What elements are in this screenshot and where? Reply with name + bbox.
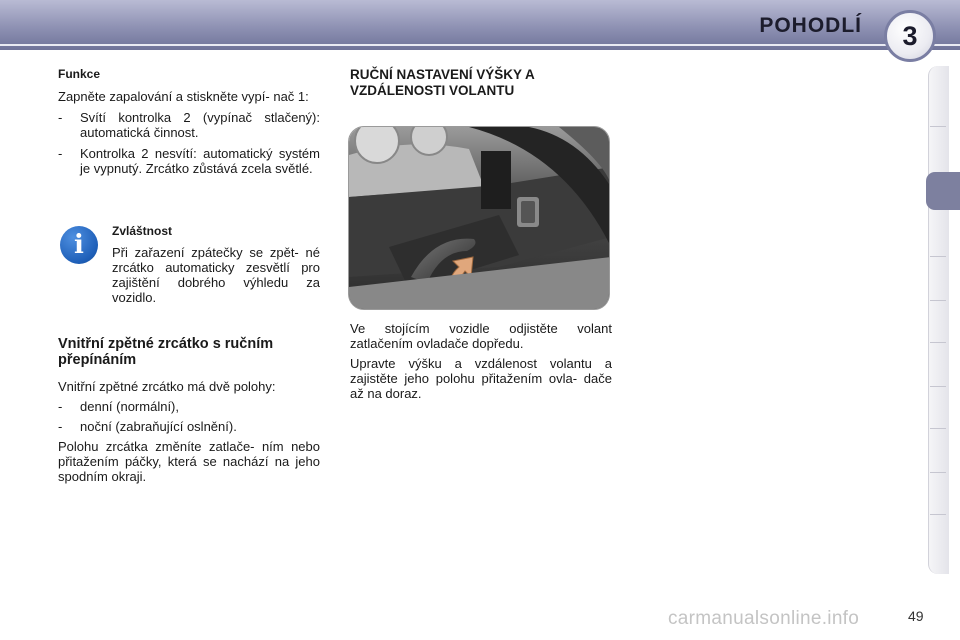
funkce-item: Svítí kontrolka 2 (vypínač stlačený): automatická činnost.	[80, 110, 320, 140]
mirror-item: noční (zabraňující oslnění).	[80, 419, 237, 434]
page-number: 49	[908, 608, 924, 624]
funkce-heading: Funkce	[58, 67, 101, 81]
active-chapter-tab[interactable]	[926, 172, 960, 210]
watermark: carmanualsonline.info	[668, 608, 860, 629]
steering-heading: RUČNÍ NASTAVENÍ VÝŠKY A VZDÁLENOSTI VOLANTU	[350, 67, 535, 98]
mirror-heading: Vnitřní zpětné zrcátko s ručním přepínáním	[58, 336, 274, 368]
mirror-item: denní (normální),	[80, 399, 179, 414]
list-item: - Kontrolka 2 nesvítí: automatický systém je vypnutý. Zrcátko zůstává zcela světlé.	[58, 146, 320, 176]
funkce-item: Kontrolka 2 nesvítí: automatický systém je vypnutý. Zrcátko zůstává zcela světlé.	[80, 146, 320, 176]
chapter-tabs-sidebar	[928, 66, 949, 574]
steering-para-1: Ve stojícím vozidle odjistěte volant zatlačením ovladače dopředu.	[350, 321, 612, 351]
page-header	[0, 0, 960, 50]
info-icon: i	[60, 226, 98, 264]
list-item: - denní (normální),	[58, 399, 320, 414]
note-section	[112, 224, 320, 305]
chapter-title: POHODLÍ	[759, 14, 862, 37]
steering-text	[350, 321, 612, 401]
note-text: Při zařazení zpátečky se zpět- né zrcátko automaticky zesvětlí pro zajištění dobrého výhledu za vozidlo.	[112, 245, 320, 305]
funkce-section	[58, 67, 320, 176]
steering-column-photo	[348, 126, 610, 310]
steering-heading-block	[350, 67, 612, 99]
sidebar-tick	[930, 428, 946, 429]
sidebar-tick	[930, 342, 946, 343]
chapter-number-badge: 3	[884, 10, 936, 62]
list-item: - noční (zabraňující oslnění).	[58, 419, 320, 434]
mirror-section	[58, 336, 320, 484]
sidebar-tick	[930, 256, 946, 257]
sidebar-tick	[930, 386, 946, 387]
mirror-text: Polohu zrcátka změníte zatlače- ním nebo přitažením páčky, která se nachází na jeho spodním okraji.	[58, 439, 320, 484]
sidebar-tick	[930, 300, 946, 301]
header-divider-line	[0, 44, 960, 46]
steering-para-2: Upravte výšku a vzdálenost volantu a zajistěte jeho polohu přitažením ovla- dače až na doraz.	[350, 356, 612, 401]
mirror-intro: Vnitřní zpětné zrcátko má dvě polohy:	[58, 379, 276, 394]
sidebar-tick	[930, 514, 946, 515]
sidebar-tick	[930, 126, 946, 127]
funkce-intro: Zapněte zapalování a stiskněte vypí- nač 1:	[58, 89, 309, 104]
sidebar-tick	[930, 472, 946, 473]
note-heading: Zvláštnost	[112, 224, 173, 238]
steering-lever-illustration	[349, 127, 610, 310]
list-item: - Svítí kontrolka 2 (vypínač stlačený): automatická činnost.	[58, 110, 320, 140]
